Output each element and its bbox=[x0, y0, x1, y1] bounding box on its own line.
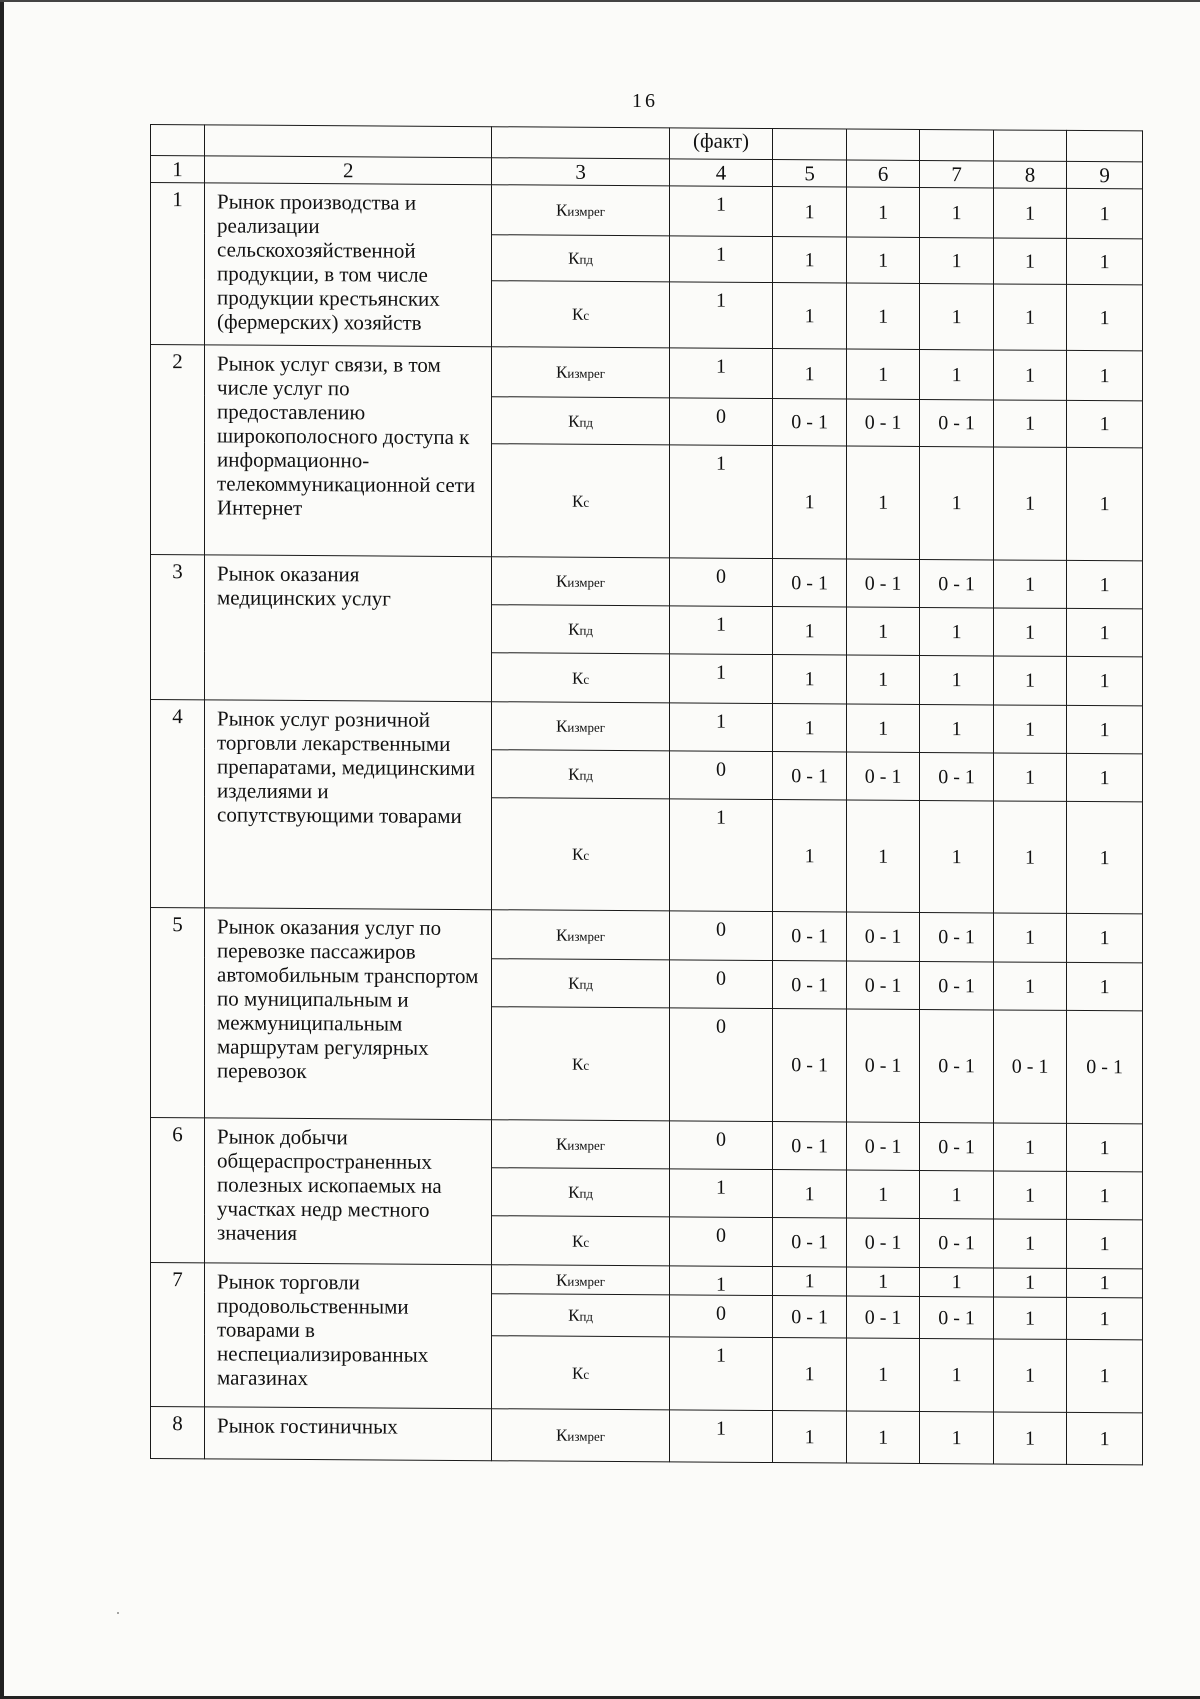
value-cell: 1 bbox=[846, 1170, 919, 1218]
value-cell: 1 bbox=[669, 799, 773, 912]
value-cell: 1 bbox=[669, 1266, 773, 1296]
value-cell: 1 bbox=[993, 1171, 1066, 1219]
scan-speck bbox=[117, 1612, 119, 1614]
column-number: 1 bbox=[151, 156, 205, 183]
value-cell: 1 bbox=[993, 350, 1066, 400]
coefficient-symbol: К bbox=[568, 411, 580, 431]
row-number: 8 bbox=[151, 1407, 205, 1459]
coefficient-label bbox=[492, 798, 669, 911]
column-number: 6 bbox=[846, 160, 919, 187]
coefficient-symbol: К bbox=[572, 1363, 584, 1383]
subheader-cell bbox=[773, 129, 846, 160]
column-number: 9 bbox=[1067, 161, 1143, 188]
subheader-cell bbox=[205, 125, 492, 158]
value-cell: 1 bbox=[773, 446, 846, 559]
coefficient-subscript: с bbox=[583, 307, 590, 323]
coefficient-subscript: пд bbox=[579, 1185, 594, 1201]
value-cell: 1 bbox=[993, 1268, 1066, 1297]
value-cell: 1 bbox=[993, 656, 1066, 705]
value-cell: 1 bbox=[669, 654, 773, 704]
market-name: Рынок услуг розничной торговли лекарственными препаратами, медицинскими изделиями и сопутствующими товарами bbox=[205, 700, 492, 910]
market-name: Рынок оказания медицинских услуг bbox=[205, 555, 492, 702]
coefficient-label bbox=[492, 444, 669, 558]
value-cell: 1 bbox=[669, 703, 773, 752]
value-cell: 1 bbox=[846, 800, 919, 912]
row-number: 5 bbox=[151, 908, 205, 1118]
value-cell: 1 bbox=[993, 801, 1066, 913]
value-cell: 1 bbox=[993, 447, 1066, 560]
coefficient-symbol: К bbox=[572, 844, 584, 864]
scan-edge-top bbox=[0, 0, 1200, 2]
value-cell: 1 bbox=[773, 1411, 846, 1463]
coefficient-symbol: К bbox=[568, 1182, 580, 1202]
value-cell: 0 bbox=[669, 558, 773, 607]
coefficient-label bbox=[492, 347, 669, 398]
value-cell: 1 bbox=[1067, 1219, 1143, 1268]
value-cell: 1 bbox=[1067, 1171, 1143, 1219]
coefficient-label bbox=[492, 1120, 669, 1169]
value-cell: 1 bbox=[1067, 238, 1143, 284]
value-cell: 1 bbox=[920, 607, 993, 655]
value-cell: 0 - 1 bbox=[920, 1122, 993, 1170]
value-cell: 1 bbox=[1067, 801, 1143, 913]
table-row bbox=[151, 183, 1143, 239]
coefficient-symbol: К bbox=[568, 973, 580, 993]
value-cell: 1 bbox=[920, 1338, 993, 1411]
value-cell: 1 bbox=[1067, 560, 1143, 608]
value-cell: 1 bbox=[920, 1267, 993, 1296]
value-cell: 0 bbox=[669, 398, 773, 446]
value-cell: 0 bbox=[669, 960, 773, 1009]
coefficient-label bbox=[492, 605, 669, 654]
value-cell: 1 bbox=[993, 1339, 1066, 1412]
value-cell: 1 bbox=[920, 1170, 993, 1218]
row-number: 1 bbox=[151, 183, 205, 345]
coefficient-symbol: К bbox=[568, 1305, 580, 1325]
table-row bbox=[151, 1118, 1143, 1172]
row-number: 2 bbox=[151, 345, 205, 555]
value-cell: 0 - 1 bbox=[846, 559, 919, 607]
value-cell: 1 bbox=[773, 1170, 846, 1218]
value-cell: 1 bbox=[846, 655, 919, 704]
coefficient-symbol: К bbox=[572, 491, 584, 511]
market-name: Рынок оказания услуг по перевозке пассажиров автомобильным транспортом по муниципальным и межмуниципальным маршрутам регулярных перевозок bbox=[205, 908, 492, 1120]
coefficient-symbol: К bbox=[572, 1054, 584, 1074]
value-cell: 1 bbox=[846, 349, 919, 399]
value-cell: 0 - 1 bbox=[993, 1010, 1066, 1123]
value-cell: 1 bbox=[1067, 447, 1143, 560]
value-cell: 1 bbox=[846, 1267, 919, 1296]
value-cell: 1 bbox=[773, 1267, 846, 1296]
value-cell: 1 bbox=[993, 913, 1066, 962]
subheader-cell bbox=[492, 127, 669, 159]
value-cell: 0 - 1 bbox=[773, 961, 846, 1009]
value-cell: 1 bbox=[669, 236, 773, 283]
value-cell: 1 bbox=[920, 704, 993, 752]
page-number: 16 bbox=[632, 90, 658, 112]
value-cell: 1 bbox=[773, 655, 846, 704]
coefficient-label bbox=[492, 959, 669, 1008]
coefficient-label bbox=[492, 397, 669, 445]
value-cell: 0 - 1 bbox=[920, 1218, 993, 1267]
value-cell: 0 - 1 bbox=[846, 1218, 919, 1267]
value-cell: 0 - 1 bbox=[773, 1218, 846, 1267]
value-cell: 1 bbox=[1067, 350, 1143, 400]
coefficient-subscript: с bbox=[583, 1234, 590, 1250]
value-cell: 1 bbox=[773, 607, 846, 655]
value-cell: 1 bbox=[773, 283, 846, 349]
coefficient-label bbox=[492, 185, 669, 236]
market-name: Рынок производства и реализации сельскохозяйственной продукции, в том числе продукции крестьянских (фермерских) хозяйств bbox=[205, 183, 492, 347]
coefficient-symbol: К bbox=[568, 248, 580, 268]
row-number: 6 bbox=[151, 1118, 205, 1263]
value-cell: 0 - 1 bbox=[773, 559, 846, 607]
column-number: 8 bbox=[993, 161, 1066, 188]
column-number: 5 bbox=[773, 160, 846, 187]
value-cell: 1 bbox=[993, 188, 1066, 238]
value-cell: 0 - 1 bbox=[773, 399, 846, 446]
value-cell: 0 - 1 bbox=[920, 1009, 993, 1122]
value-cell: 0 - 1 bbox=[773, 1009, 846, 1122]
value-cell: 0 - 1 bbox=[920, 961, 993, 1009]
value-cell: 1 bbox=[669, 1169, 773, 1218]
row-number: 3 bbox=[151, 555, 205, 700]
coefficient-symbol: К bbox=[556, 925, 568, 945]
subheader-cell bbox=[993, 130, 1066, 161]
value-cell: 1 bbox=[846, 187, 919, 237]
column-number: 2 bbox=[205, 156, 492, 185]
coefficient-symbol: К bbox=[556, 1134, 568, 1154]
subheader-fact-label: (факт) bbox=[669, 128, 773, 160]
value-cell: 1 bbox=[993, 238, 1066, 284]
value-cell: 0 - 1 bbox=[846, 752, 919, 800]
value-cell: 1 bbox=[773, 237, 846, 283]
value-cell: 1 bbox=[773, 187, 846, 237]
coefficient-label bbox=[492, 1336, 669, 1410]
row-number: 4 bbox=[151, 700, 205, 908]
value-cell: 0 bbox=[669, 751, 773, 800]
coefficient-label bbox=[492, 1294, 669, 1337]
value-cell: 1 bbox=[993, 400, 1066, 447]
coefficient-symbol: К bbox=[572, 304, 584, 324]
column-number: 4 bbox=[669, 159, 773, 187]
value-cell: 1 bbox=[1067, 400, 1143, 447]
value-cell: 1 bbox=[1067, 1339, 1143, 1412]
value-cell: 1 bbox=[1067, 1412, 1143, 1464]
coefficient-label bbox=[492, 1216, 669, 1266]
subheader-cell bbox=[920, 129, 993, 160]
value-cell: 1 bbox=[669, 1410, 773, 1463]
value-cell: 1 bbox=[846, 1338, 919, 1411]
column-number: 7 bbox=[920, 160, 993, 187]
scan-edge-left bbox=[0, 0, 4, 1699]
coefficient-subscript: пд bbox=[579, 976, 594, 992]
value-cell: 1 bbox=[993, 705, 1066, 753]
value-cell: 1 bbox=[1067, 284, 1143, 350]
value-cell: 1 bbox=[669, 282, 773, 349]
coefficient-label bbox=[492, 750, 669, 799]
value-cell: 1 bbox=[920, 1411, 993, 1463]
value-cell: 1 bbox=[773, 1338, 846, 1411]
coefficient-label bbox=[492, 653, 669, 703]
value-cell: 0 - 1 bbox=[773, 912, 846, 961]
coefficient-subscript: измрег bbox=[567, 574, 606, 590]
coefficient-subscript: с bbox=[583, 671, 590, 687]
value-cell: 1 bbox=[920, 187, 993, 237]
value-cell: 1 bbox=[1067, 1268, 1143, 1297]
value-cell: 1 bbox=[846, 446, 919, 559]
value-cell: 0 - 1 bbox=[1067, 1010, 1143, 1123]
value-cell: 0 bbox=[669, 1217, 773, 1267]
value-cell: 0 bbox=[669, 1295, 773, 1338]
indicator-table bbox=[150, 124, 1143, 1465]
value-cell: 1 bbox=[920, 446, 993, 559]
coefficient-symbol: К bbox=[556, 571, 568, 591]
coefficient-subscript: измрег bbox=[567, 1137, 606, 1153]
value-cell: 0 - 1 bbox=[920, 912, 993, 961]
value-cell: 1 bbox=[993, 962, 1066, 1010]
value-cell: 1 bbox=[1067, 608, 1143, 656]
coefficient-symbol: К bbox=[556, 1270, 568, 1290]
market-name: Рынок услуг связи, в том числе услуг по предоставлению широкополосного доступа к информационно-телекоммуникационной сети Интернет bbox=[205, 345, 492, 557]
coefficient-subscript: пд bbox=[579, 251, 594, 267]
table-body bbox=[151, 125, 1143, 1465]
value-cell: 1 bbox=[993, 1412, 1066, 1464]
value-cell: 1 bbox=[920, 655, 993, 704]
value-cell: 1 bbox=[1067, 1123, 1143, 1171]
market-name: Рынок торговли продовольственными товарами в неспециализированных магазинах bbox=[205, 1263, 492, 1409]
value-cell: 1 bbox=[993, 608, 1066, 656]
value-cell: 1 bbox=[846, 283, 919, 349]
value-cell: 1 bbox=[993, 753, 1066, 801]
coefficient-label bbox=[492, 1265, 669, 1295]
coefficient-symbol: К bbox=[568, 619, 580, 639]
value-cell: 1 bbox=[1067, 705, 1143, 753]
table-row bbox=[151, 908, 1143, 963]
coefficient-symbol: К bbox=[556, 362, 568, 382]
subheader-cell bbox=[151, 125, 205, 156]
coefficient-subscript: пд bbox=[579, 414, 594, 430]
value-cell: 0 - 1 bbox=[773, 752, 846, 800]
value-cell: 1 bbox=[993, 1219, 1066, 1268]
value-cell: 0 bbox=[669, 1008, 773, 1122]
coefficient-subscript: с bbox=[583, 847, 590, 863]
subheader-cell bbox=[1067, 130, 1143, 161]
coefficient-symbol: К bbox=[556, 200, 568, 220]
value-cell: 0 - 1 bbox=[920, 752, 993, 800]
coefficient-label bbox=[492, 702, 669, 751]
table-row bbox=[151, 345, 1143, 401]
coefficient-symbol: К bbox=[568, 764, 580, 784]
value-cell: 1 bbox=[846, 607, 919, 655]
value-cell: 1 bbox=[669, 606, 773, 655]
coefficient-subscript: пд bbox=[579, 622, 594, 638]
column-number: 3 bbox=[492, 158, 669, 186]
value-cell: 1 bbox=[1067, 913, 1143, 962]
coefficient-subscript: пд bbox=[579, 767, 594, 783]
table-row bbox=[151, 1407, 1143, 1465]
coefficient-subscript: измрег bbox=[567, 1273, 606, 1289]
value-cell: 0 - 1 bbox=[773, 1122, 846, 1170]
coefficient-label bbox=[492, 910, 669, 960]
coefficient-label bbox=[492, 1007, 669, 1121]
value-cell: 0 - 1 bbox=[920, 399, 993, 446]
value-cell: 0 bbox=[669, 1121, 773, 1170]
coefficient-subscript: измрег bbox=[567, 1428, 606, 1444]
value-cell: 1 bbox=[1067, 656, 1143, 705]
value-cell: 0 - 1 bbox=[846, 1122, 919, 1170]
value-cell: 1 bbox=[846, 704, 919, 752]
coefficient-subscript: с bbox=[583, 494, 590, 510]
value-cell: 0 - 1 bbox=[846, 912, 919, 961]
value-cell: 1 bbox=[920, 349, 993, 399]
value-cell: 1 bbox=[669, 1337, 773, 1411]
value-cell: 1 bbox=[1067, 1297, 1143, 1339]
value-cell: 0 - 1 bbox=[773, 1296, 846, 1338]
coefficient-label bbox=[492, 281, 669, 348]
value-cell: 1 bbox=[920, 800, 993, 912]
value-cell: 1 bbox=[920, 283, 993, 349]
coefficient-subscript: с bbox=[583, 1057, 590, 1073]
value-cell: 1 bbox=[1067, 188, 1143, 238]
value-cell: 1 bbox=[920, 237, 993, 283]
coefficient-label bbox=[492, 235, 669, 282]
market-name: Рынок добычи общераспространенных полезных ископаемых на участках недр местного значения bbox=[205, 1118, 492, 1265]
value-cell: 0 - 1 bbox=[846, 1296, 919, 1338]
coefficient-label bbox=[492, 1168, 669, 1217]
subheader-cell bbox=[846, 129, 919, 160]
coefficient-subscript: измрег bbox=[567, 365, 606, 381]
value-cell: 1 bbox=[846, 1411, 919, 1463]
market-name: Рынок гостиничных bbox=[205, 1407, 492, 1461]
coefficient-symbol: К bbox=[556, 716, 568, 736]
value-cell: 1 bbox=[993, 1123, 1066, 1171]
coefficient-subscript: пд bbox=[579, 1308, 594, 1324]
coefficient-subscript: с bbox=[583, 1366, 590, 1382]
value-cell: 1 bbox=[773, 349, 846, 399]
value-cell: 1 bbox=[669, 445, 773, 559]
coefficient-label bbox=[492, 1409, 669, 1462]
value-cell: 1 bbox=[993, 1297, 1066, 1339]
coefficient-subscript: измрег bbox=[567, 203, 606, 219]
value-cell: 1 bbox=[993, 284, 1066, 350]
table-row bbox=[151, 700, 1143, 754]
value-cell: 1 bbox=[993, 560, 1066, 608]
coefficient-label bbox=[492, 557, 669, 606]
coefficient-symbol: К bbox=[572, 1231, 584, 1251]
value-cell: 0 - 1 bbox=[846, 1009, 919, 1122]
value-cell: 1 bbox=[773, 704, 846, 752]
coefficient-subscript: измрег bbox=[567, 719, 606, 735]
value-cell: 0 - 1 bbox=[920, 559, 993, 607]
table-row bbox=[151, 1263, 1143, 1298]
value-cell: 1 bbox=[846, 237, 919, 283]
value-cell: 1 bbox=[1067, 962, 1143, 1010]
row-number: 7 bbox=[151, 1263, 205, 1407]
table-row bbox=[151, 555, 1143, 609]
coefficient-symbol: К bbox=[572, 668, 584, 688]
value-cell: 1 bbox=[773, 800, 846, 912]
value-cell: 0 - 1 bbox=[846, 399, 919, 446]
value-cell: 1 bbox=[669, 348, 773, 399]
value-cell: 1 bbox=[1067, 753, 1143, 801]
coefficient-symbol: К bbox=[556, 1425, 568, 1445]
value-cell: 0 - 1 bbox=[846, 961, 919, 1009]
value-cell: 1 bbox=[669, 186, 773, 237]
coefficient-subscript: измрег bbox=[567, 928, 606, 944]
value-cell: 0 - 1 bbox=[920, 1296, 993, 1338]
value-cell: 0 bbox=[669, 911, 773, 961]
